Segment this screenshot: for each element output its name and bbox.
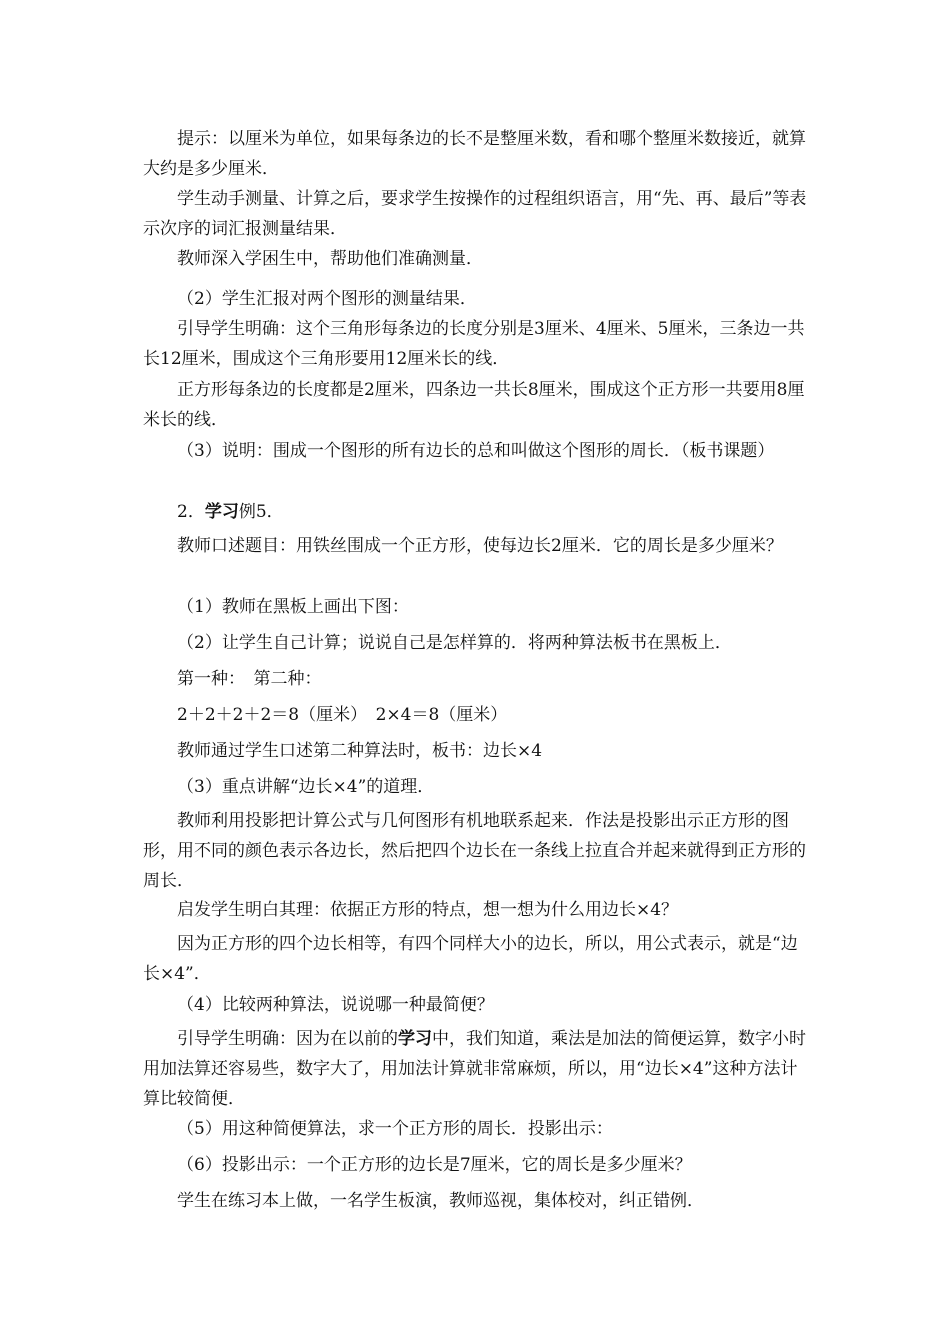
paragraph-equal-sides: 因为正方形的四个边长相等，有四个同样大小的边长，所以，用公式表示，就是“边长×4”． — [143, 934, 798, 984]
paragraph-step-5: （5）用这种简便算法，求一个正方形的周长．投影出示： — [177, 1119, 613, 1139]
paragraph-example-5-heading: 2．学习例5． — [177, 502, 284, 522]
paragraph-perimeter-definition: （3）说明：围成一个图形的所有边长的总和叫做这个图形的周长．（板书课题） — [177, 441, 775, 461]
paragraph-square-result: 正方形每条边的长度都是2厘米，四条边一共长8厘米，围成这个正方形一共要用8厘米长的线． — [143, 380, 805, 430]
paragraph-step-2: （2）学生汇报对两个图形的测量结果． — [177, 289, 477, 309]
paragraph-projection-method: 教师利用投影把计算公式与几何图形有机地联系起来．作法是投影出示正方形的图形，用不同的颜色表示各边长，然后把四个边长在一条线上拉直合并起来就得到正方形的周长． — [143, 811, 806, 891]
paragraph-multiplication-simpler: 引导学生明确：因为在以前的学习中，我们知道，乘法是加法的简便运算，数字小时用加法算还容易些，数字大了，用加法计算就非常麻烦，所以，用“边长×4”这种方法计算比较简便． — [143, 1029, 806, 1109]
paragraph-practice: 学生在练习本上做，一名学生板演，教师巡视，集体校对，纠正错例． — [177, 1191, 704, 1211]
paragraph-triangle-result: 引导学生明确：这个三角形每条边的长度分别是3厘米、4厘米、5厘米，三条边一共长12厘米，围成这个三角形要用12厘米长的线． — [143, 319, 805, 369]
paragraph-method-equations: 2＋2＋2＋2＝8（厘米） 2×4＝8（厘米） — [177, 705, 508, 725]
paragraph-draw-figure: （1）教师在黑板上画出下图： — [177, 597, 409, 617]
paragraph-measure-report: 学生动手测量、计算之后，要求学生按操作的过程组织语言，用“先、再、最后”等表示次序的词汇报测量结果． — [143, 189, 807, 239]
paragraph-two-methods: （2）让学生自己计算；说说自己是怎样算的．将两种算法板书在黑板上． — [177, 633, 732, 653]
paragraph-step-6: （6）投影出示：一个正方形的边长是7厘米，它的周长是多少厘米？ — [177, 1155, 692, 1175]
paragraph-board-formula: 教师通过学生口述第二种算法时，板书：边长×4 — [177, 741, 543, 761]
paragraph-hint: 提示：以厘米为单位，如果每条边的长不是整厘米数，看和哪个整厘米数接近，就算大约是多少厘米． — [143, 129, 806, 179]
paragraph-step-3-explain: （3）重点讲解“边长×4”的道理． — [177, 777, 435, 797]
bold-term-xuexi: 学习 — [204, 502, 239, 522]
paragraph-step-4-compare: （4）比较两种算法，说说哪一种最简便？ — [177, 995, 494, 1015]
paragraph-teacher-help: 教师深入学困生中，帮助他们准确测量． — [177, 249, 483, 269]
bold-term-xuexi-2: 学习 — [398, 1029, 432, 1049]
paragraph-inspire-reason: 启发学生明白其理：依据正方形的特点，想一想为什么用边长×4？ — [177, 900, 679, 920]
paragraph-method-labels: 第一种： 第二种： — [177, 669, 322, 689]
paragraph-problem-statement: 教师口述题目：用铁丝围成一个正方形，使每边长2厘米．它的周长是多少厘米？ — [177, 536, 783, 556]
